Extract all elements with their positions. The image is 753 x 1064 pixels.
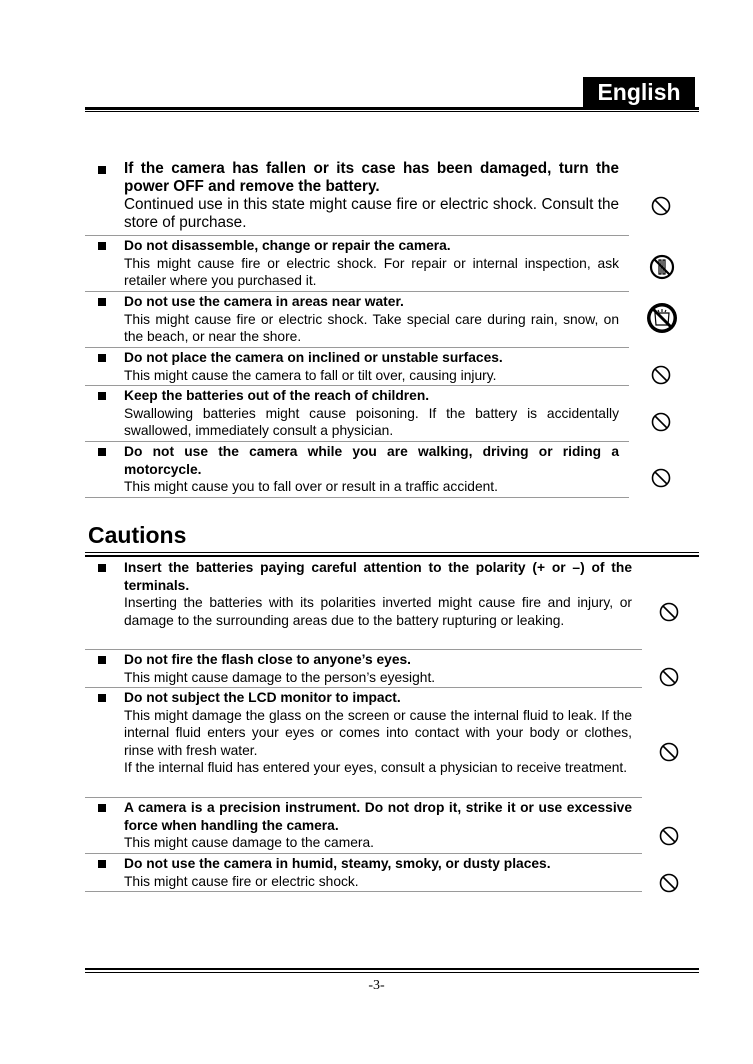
bullet-icon [98, 448, 106, 456]
caution-body-extra: If the internal fluid has entered your eyes, consult a physician to receive treatment. [124, 760, 628, 775]
prohibition-icon [651, 365, 671, 385]
bullet-icon [98, 656, 106, 664]
language-badge: English [583, 77, 695, 107]
warning-body: This might cause the camera to fall or tilt over, causing injury. [124, 367, 497, 383]
header-rule-thin [85, 111, 699, 112]
bullet-icon [98, 298, 106, 306]
prohibition-icon [651, 412, 671, 432]
caution-heading: Do not use the camera in humid, steamy, smoky, or dusty places. [124, 856, 551, 871]
warning-item [85, 348, 629, 386]
warning-item [85, 442, 629, 498]
caution-item [85, 854, 642, 892]
page-number: -3- [368, 978, 385, 993]
caution-item [85, 650, 642, 688]
prohibition-icon [659, 742, 679, 762]
bullet-icon [98, 242, 106, 250]
no-water-icon [645, 301, 679, 335]
caution-body: Inserting the batteries with its polarities inverted might cause fire and injury, or damage to the surrounding areas due to the battery rupturing or leaking. [124, 595, 632, 628]
caution-heading: A camera is a precision instrument. Do not drop it, strike it or use excessive force when handling the camera. [124, 800, 632, 833]
prohibition-icon [659, 826, 679, 846]
warning-body: This might cause fire or electric shock. For repair or internal inspection, ask retailer where you purchased it. [124, 255, 619, 288]
warning-heading: Do not use the camera in areas near water. [124, 294, 404, 309]
warning-heading: Do not use the camera while you are walking, driving or riding a motorcycle. [124, 444, 619, 477]
caution-body: This might cause damage to the camera. [124, 835, 375, 850]
prohibition-icon [659, 602, 679, 622]
prohibition-icon [659, 873, 679, 893]
header-rule [85, 107, 699, 110]
caution-item [85, 688, 642, 798]
warning-item [85, 386, 629, 442]
bullet-icon [98, 354, 106, 362]
cautions-heading: Cautions [88, 522, 187, 548]
cautions-rule-thick [85, 555, 699, 557]
warning-body: This might cause fire or electric shock. Take special care during rain, snow, on the beach, or near the shore. [124, 311, 619, 344]
bullet-icon [98, 860, 106, 868]
cautions-rule [85, 552, 699, 553]
warning-item [85, 292, 629, 348]
bullet-icon [98, 694, 106, 702]
bullet-icon [98, 392, 106, 400]
caution-body: This might cause fire or electric shock. [124, 873, 359, 889]
bullet-icon [98, 166, 106, 174]
caution-heading: Do not fire the flash close to anyone’s eyes. [124, 652, 411, 667]
caution-body: This might damage the glass on the screen or cause the internal fluid to leak. If the internal fluid enters your eyes or comes into contact with your body or clothes, rinse with fresh water. [124, 707, 632, 758]
caution-heading: Insert the batteries paying careful attention to the polarity (+ or –) of the terminals. [124, 560, 632, 593]
warning-item [85, 160, 629, 236]
warning-heading: Keep the batteries out of the reach of children. [124, 388, 430, 403]
warning-body: Swallowing batteries might cause poisoning. If the battery is accidentally swallowed, immediately consult a physician. [124, 405, 619, 438]
cautions-list [85, 558, 642, 892]
footer-rule-thin [85, 972, 699, 973]
prohibition-icon [659, 667, 679, 687]
caution-heading: Do not subject the LCD monitor to impact. [124, 690, 401, 705]
footer-rule [85, 968, 699, 970]
caution-body: This might cause damage to the person’s eyesight. [124, 669, 436, 685]
prohibition-icon [651, 196, 671, 216]
warning-heading: Do not place the camera on inclined or unstable surfaces. [124, 350, 503, 365]
warning-heading: Do not disassemble, change or repair the camera. [124, 238, 451, 253]
warning-body: This might cause you to fall over or result in a traffic accident. [124, 479, 498, 494]
bullet-icon [98, 804, 106, 812]
prohibition-icon [651, 468, 671, 488]
warnings-list [85, 160, 629, 498]
warning-body: Continued use in this state might cause fire or electric shock. Consult the store of purchase. [124, 196, 619, 231]
bullet-icon [98, 564, 106, 572]
warning-heading: If the camera has fallen or its case has been damaged, turn the power OFF and remove the battery. [124, 160, 619, 195]
caution-item [85, 798, 642, 854]
warning-item [85, 236, 629, 292]
no-disassembly-icon [649, 254, 675, 280]
caution-item [85, 558, 642, 650]
